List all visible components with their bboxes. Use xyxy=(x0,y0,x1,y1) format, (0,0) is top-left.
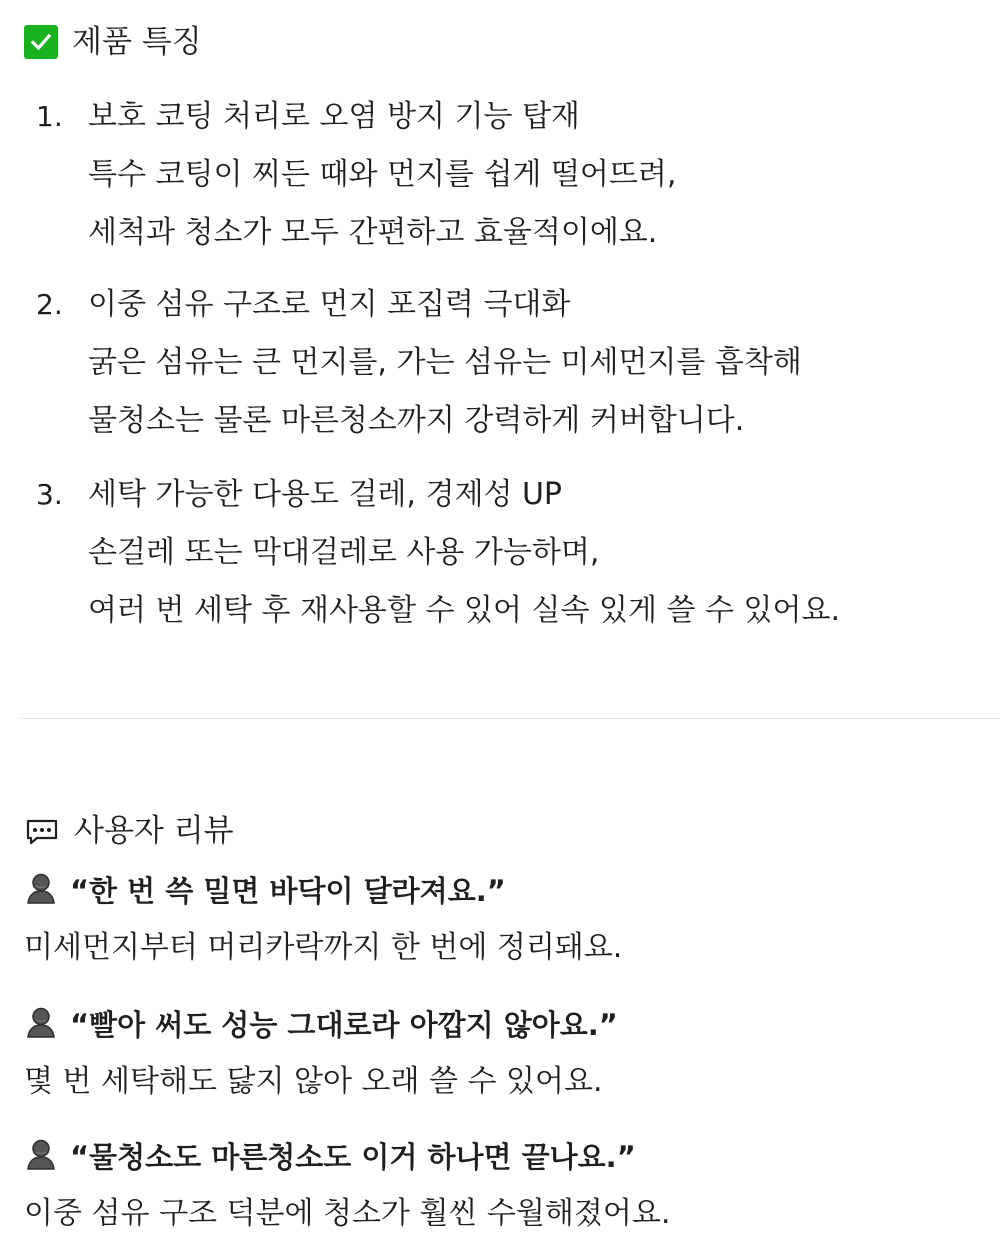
review-headline: “물청소도 마른청소도 이거 하나면 끝나요.” xyxy=(70,1139,636,1174)
feature-number: 1. xyxy=(36,100,63,133)
feature-item xyxy=(36,276,976,450)
review-body: 몇 번 세탁해도 닳지 않아 오래 쓸 수 있어요. xyxy=(24,1064,603,1099)
feature-number: 2. xyxy=(36,288,63,321)
feature-item xyxy=(36,466,976,640)
feature-number: 3. xyxy=(36,478,63,511)
user-avatar-icon xyxy=(24,1138,58,1172)
user-avatar-icon xyxy=(24,872,58,906)
features-heading xyxy=(24,25,202,59)
speech-bubble-icon xyxy=(24,818,60,846)
feature-line: 세척과 청소가 모두 간편하고 효율적이에요. xyxy=(88,215,658,250)
feature-item xyxy=(36,88,976,262)
feature-line: 물청소는 물론 마른청소까지 강력하게 커버합니다. xyxy=(88,403,745,438)
feature-line: 손걸레 또는 막대걸레로 사용 가능하며, xyxy=(88,535,600,570)
feature-line: 세탁 가능한 다용도 걸레, 경제성 UP xyxy=(88,477,563,512)
review-headline: “한 번 쓱 밀면 바닥이 달라져요.” xyxy=(70,873,506,908)
reviews-heading xyxy=(24,813,234,849)
feature-line: 여러 번 세탁 후 재사용할 수 있어 실속 있게 쓸 수 있어요. xyxy=(88,593,840,628)
features-title: 제품 특징 xyxy=(72,23,202,60)
user-avatar-icon xyxy=(24,1006,58,1040)
review-item xyxy=(24,861,984,977)
review-body: 이중 섬유 구조 덕분에 청소가 훨씬 수월해졌어요. xyxy=(24,1196,671,1231)
feature-line: 보호 코팅 처리로 오염 방지 기능 탑재 xyxy=(88,99,580,134)
reviews-title: 사용자 리뷰 xyxy=(74,813,234,849)
review-headline: “빨아 써도 성능 그대로라 아깝지 않아요.” xyxy=(70,1007,618,1042)
review-item xyxy=(24,995,984,1111)
feature-line: 굵은 섬유는 큰 먼지를, 가는 섬유는 미세먼지를 흡착해 xyxy=(88,345,802,380)
feature-line: 특수 코팅이 찌든 때와 먼지를 쉽게 떨어뜨려, xyxy=(88,157,677,192)
section-divider xyxy=(20,718,1000,719)
review-item xyxy=(24,1127,984,1243)
feature-line: 이중 섬유 구조로 먼지 포집력 극대화 xyxy=(88,287,571,322)
check-box-icon xyxy=(24,25,58,59)
review-body: 미세먼지부터 머리카락까지 한 번에 정리돼요. xyxy=(24,930,623,965)
